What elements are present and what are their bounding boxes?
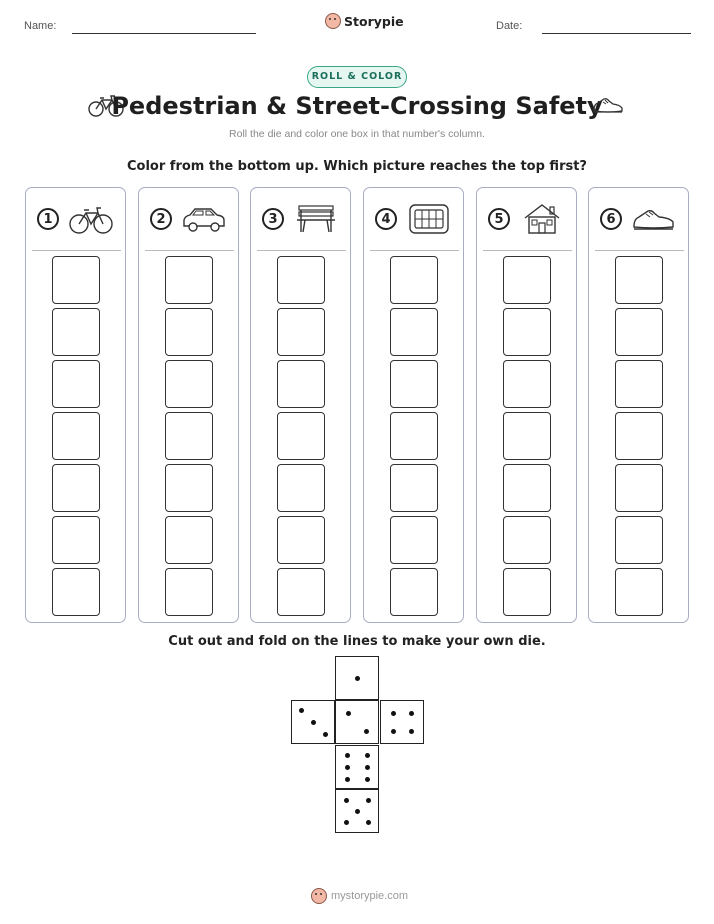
color-box[interactable] [503,412,551,460]
column-6 [588,187,689,623]
column-header [372,202,458,238]
column-header [485,202,571,238]
color-box[interactable] [615,412,663,460]
color-box[interactable] [615,516,663,564]
footer [311,888,408,904]
die-pip [365,777,370,782]
color-box[interactable] [165,360,213,408]
color-box[interactable] [503,568,551,616]
storypie-logo-icon [311,888,327,904]
name-line[interactable] [72,33,256,34]
color-box[interactable] [52,360,100,408]
die-pip [365,753,370,758]
column-number: 6 [600,208,622,230]
activity-badge: ROLL & COLOR [307,66,407,88]
color-box[interactable] [390,360,438,408]
column-header [597,202,683,238]
column-number: 3 [262,208,284,230]
die-instruction: Cut out and fold on the lines to make your own die. [168,634,546,649]
column-2 [138,187,239,623]
die-pip [355,809,360,814]
column-divider [370,250,459,251]
column-number: 2 [150,208,172,230]
column-number: 5 [488,208,510,230]
color-box[interactable] [503,360,551,408]
die-face-5 [335,789,379,833]
color-box[interactable] [503,516,551,564]
color-box[interactable] [52,516,100,564]
die-face-4 [380,700,424,744]
brand-logo [325,13,404,29]
car-icon [181,202,227,236]
column-header [34,202,120,238]
column-4 [363,187,464,623]
die-face-2 [335,700,379,744]
column-divider [257,250,346,251]
die-pip [391,711,396,716]
column-3 [250,187,351,623]
die-pip [323,732,328,737]
page-subtitle: Roll the die and color one box in that number's column. [229,128,485,140]
color-box[interactable] [503,308,551,356]
color-box[interactable] [52,464,100,512]
color-box[interactable] [390,516,438,564]
die-pip [391,729,396,734]
color-box[interactable] [52,256,100,304]
color-box[interactable] [277,360,325,408]
date-label: Date: [496,20,523,32]
die-pip [345,765,350,770]
color-box[interactable] [615,464,663,512]
column-divider [595,250,684,251]
sneaker-icon [592,94,624,116]
column-header [259,202,345,238]
house-icon [519,202,565,236]
color-box[interactable] [165,256,213,304]
column-5 [476,187,577,623]
color-box[interactable] [277,568,325,616]
color-box[interactable] [277,464,325,512]
color-box[interactable] [52,412,100,460]
die-pip [311,720,316,725]
color-box[interactable] [503,464,551,512]
color-box[interactable] [165,568,213,616]
color-box[interactable] [390,464,438,512]
color-box[interactable] [277,256,325,304]
die-pip [345,753,350,758]
brand-name: Storypie [344,13,404,29]
column-number: 4 [375,208,397,230]
color-box[interactable] [165,516,213,564]
bicycle-icon [68,202,114,236]
instruction-text: Color from the bottom up. Which picture reaches the top first? [127,159,587,174]
color-box[interactable] [390,308,438,356]
die-pip [366,798,371,803]
name-label: Name: [24,20,57,32]
color-box[interactable] [277,308,325,356]
color-box[interactable] [503,256,551,304]
column-divider [145,250,234,251]
die-pip [409,729,414,734]
die-pip [346,711,351,716]
column-divider [483,250,572,251]
color-box[interactable] [52,568,100,616]
column-1 [25,187,126,623]
die-pip [365,765,370,770]
page-title: Pedestrian & Street-Crossing Safety [111,92,603,120]
storypie-logo-icon [325,13,341,29]
color-box[interactable] [390,412,438,460]
die-pip [345,777,350,782]
die-face-3 [291,700,335,744]
color-box[interactable] [165,412,213,460]
color-box[interactable] [615,308,663,356]
color-box[interactable] [615,256,663,304]
die-pip [364,729,369,734]
die-pip [409,711,414,716]
die-pip [366,820,371,825]
die-pip [299,708,304,713]
color-box[interactable] [165,308,213,356]
die-pip [344,798,349,803]
column-number: 1 [37,208,59,230]
color-box[interactable] [390,568,438,616]
footer-url[interactable]: mystorypie.com [331,890,409,902]
color-box[interactable] [165,464,213,512]
color-box[interactable] [52,308,100,356]
sneaker-icon [631,202,677,236]
column-header [147,202,233,238]
color-box[interactable] [615,568,663,616]
die-face-1 [335,656,379,700]
color-box[interactable] [615,360,663,408]
color-box[interactable] [277,412,325,460]
column-divider [32,250,121,251]
crosswalk-sign-icon [406,202,452,236]
date-line[interactable] [542,33,691,34]
die-pip [355,676,360,681]
die-face-6 [335,745,379,789]
color-box[interactable] [277,516,325,564]
bench-icon [293,202,339,236]
die-pip [344,820,349,825]
color-box[interactable] [390,256,438,304]
